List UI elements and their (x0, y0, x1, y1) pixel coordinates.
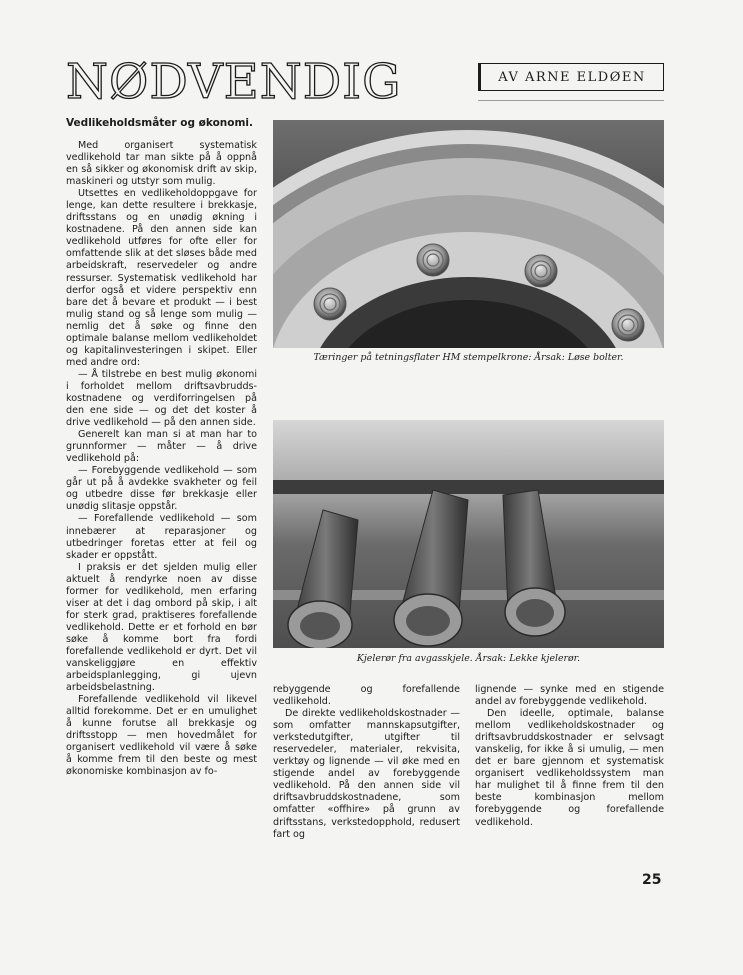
paragraph: Med organisert systematisk vedlikehold tar man sikte på å oppnå en så sikker og økonomisk drift av skip, maskineri og utstyr som mulig. (66, 140, 257, 188)
page-number: 25 (642, 872, 662, 888)
text-column-2 (273, 684, 460, 841)
header-rule (478, 100, 664, 101)
paragraph: rebyggende og forefallende vedlikehold. (273, 684, 460, 708)
paragraph: Den ideelle, optimale, balanse mellom vedlikeholdskostnader og driftsavbruddskostnader er selvsagt vanskelig, for ikke å si umulig, — men det er bare gjennom et systematisk organisert vedlikeholdssystem man har mulighet til å finne frem til den beste kombinasjon mellom forebyggende og forefallende vedlikehold. (475, 708, 664, 828)
paragraph: Generelt kan man si at man har to grunnformer — måter — å drive vedlikehold på: (66, 429, 257, 465)
paragraph: — Forebyggende vedlikehold — som går ut på å avdekke svakheter og feil og utbedre disse før brekkasje eller unødig slitasje oppstår. (66, 465, 257, 513)
paragraph: — Forefallende vedlikehold — som innebærer at reparasjoner og utbedringer foretas etter at feil og skader er oppstått. (66, 513, 257, 561)
text-column-3 (475, 684, 664, 829)
section-heading: Vedlikeholdsmåter og økonomi. (66, 117, 253, 129)
photo-piston-crown (273, 120, 664, 348)
author-box: AV ARNE ELDØEN (478, 63, 664, 91)
paragraph: lignende — synke med en stigende andel av forebyggende vedlikehold. (475, 684, 664, 708)
paragraph: De direkte vedlikeholdskostnader — som omfatter mannskapsutgifter, verkstedutgifter, utgifter til reservedeler, materialer, rekvisita, verktøy og lignende — vil øke med en stigende andel av forebyggende vedlikehold. På den annen side vil driftsavbruddskostnadene, som omfatter «offhire» på grunn av driftsstans, verkstedopphold, redusert fart og (273, 708, 460, 840)
photo-caption-1: Tæringer på tetningsflater HM stempelkrone: Årsak: Løse bolter. (313, 352, 624, 363)
paragraph: Utsettes en vedlikeholdoppgave for lenge, kan dette resultere i brekkasje, driftsstans og en unødig økning i kostnadene. På den annen side kan vedlikehold utføres for ofte eller for omfattende slik at det sløses både med arbeidskraft, reservedeler og andre ressurser. Systematisk vedlikehold har derfor også et videre perspektiv enn bare det å bevare et produkt — i best mulig stand og så lenge som mulig — nemlig det å søke og finne den optimale balanse mellom vedlikeholdet og kapitalinvesteringen i skipet. Eller med andre ord: (66, 188, 257, 368)
paragraph: I praksis er det sjelden mulig eller aktuelt å rendyrke noen av disse former for vedlikehold, men erfaring viser at det i dag ombord på skip, i alt for sterk grad, praktiseres forefallende vedlikehold. Dette er et forhold en bør søke å komme bort fra fordi forefallende vedlikehold er dyrt. Det vil vanskeliggjøre en effektiv arbeidsplanlegging, gi ujevn arbeidsbelastning. (66, 561, 257, 694)
photo-boiler-tubes (273, 420, 664, 648)
photo-caption-2: Kjelerør fra avgasskjele. Årsak: Lekke kjelerør. (356, 653, 581, 664)
paragraph: — Å tilstrebe en best mulig økonomi i forholdet mellom driftsavbrudds-kostnadene og verdiforringelsen på den ene side — og det det koster å drive vedlikehold — på den annen side. (66, 368, 257, 429)
paragraph: Forefallende vedlikehold vil likevel alltid forekomme. Det er en umulighet å kunne forutse all brekkasje og driftsstopp — men hovedmålet for organisert vedlikehold vil være å søke å komme frem til den beste og mest økonomiske kombinasjon av fo- (66, 694, 257, 778)
text-column-1 (66, 116, 257, 778)
article-title: NØDVENDIG (66, 54, 402, 110)
